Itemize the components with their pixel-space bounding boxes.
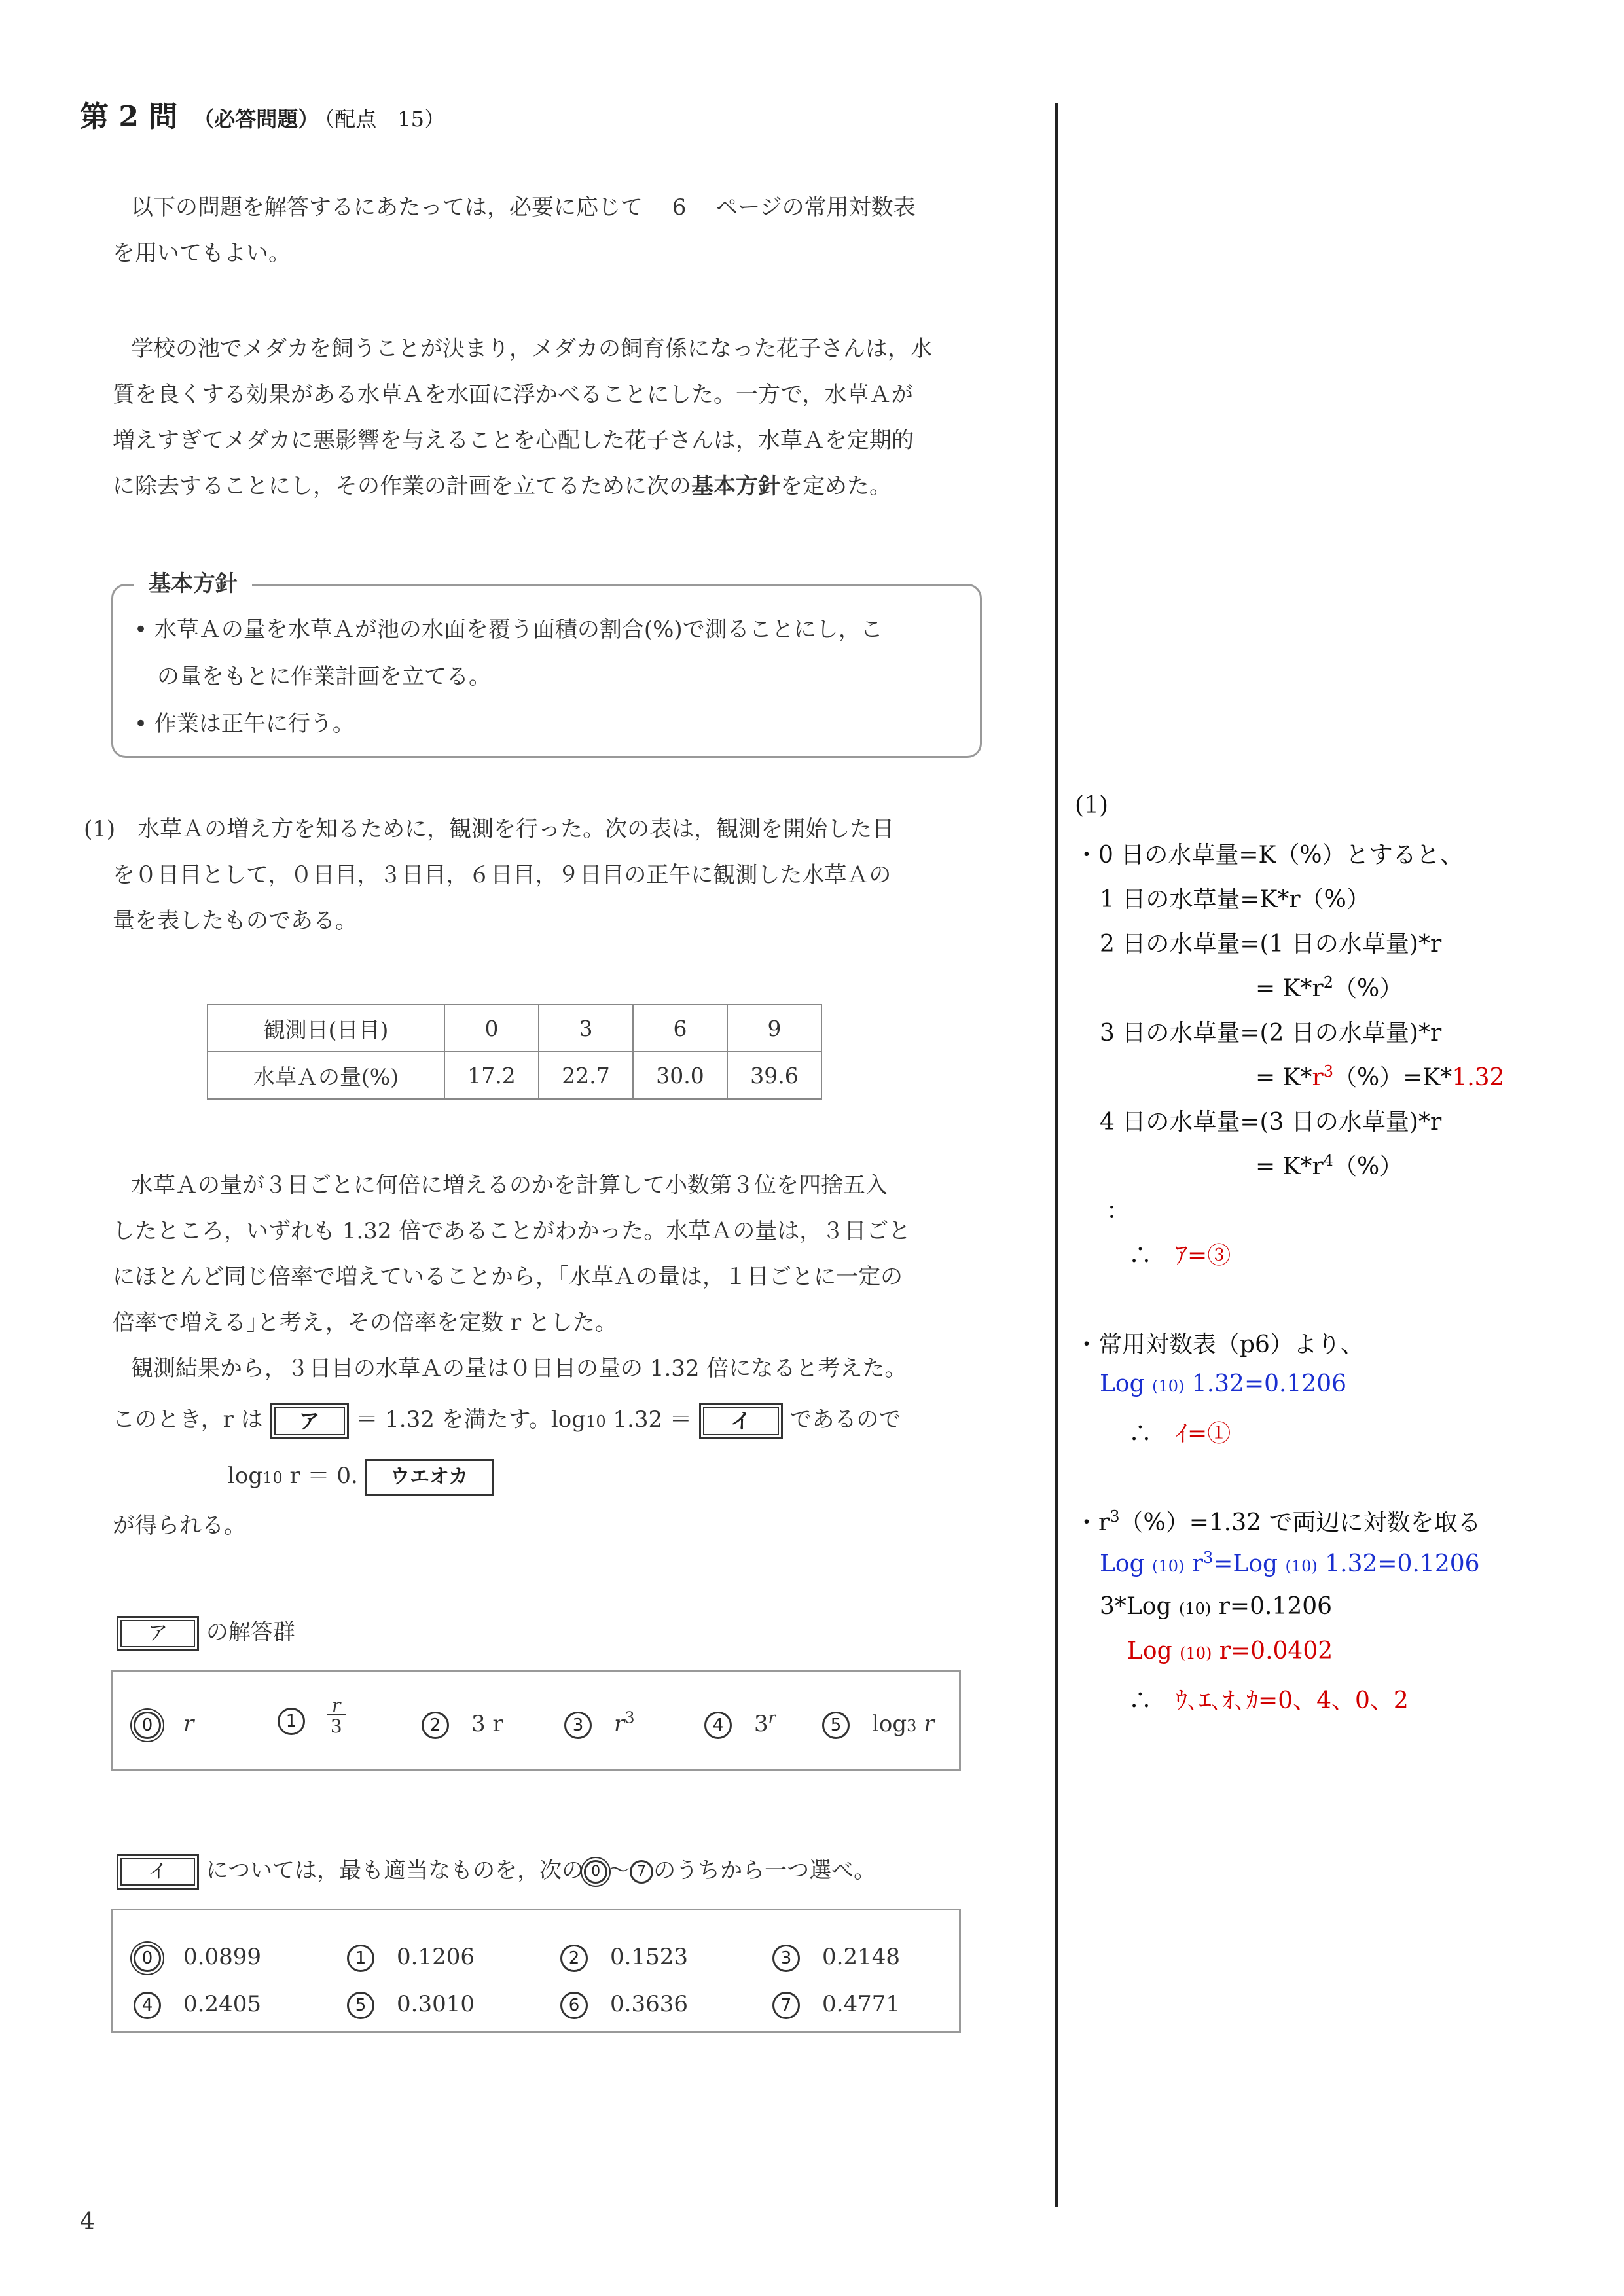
choice-a-2[interactable]: 2 3 r bbox=[422, 1706, 503, 1739]
problem-heading bbox=[80, 93, 445, 135]
table-header-day: 観測日(日目) bbox=[208, 1005, 444, 1052]
story-line-1: 学校の池でメダカを飼うことが決まり，メダカの飼育係になった花子さんは，水 bbox=[131, 336, 932, 362]
table-cell: 30.0 bbox=[633, 1052, 727, 1099]
choice-i-4[interactable]: 4 0.2405 bbox=[134, 1986, 261, 2019]
table-cell: 3 bbox=[539, 1005, 633, 1052]
intro-line-1: 以下の問題を解答するにあたっては，必要に応じて 6 ページの常用対数表 bbox=[131, 194, 916, 221]
q1-line-2: を０日目として，０日目，３日目，６日目，９日目の正午に観測した水草Ａの bbox=[113, 862, 892, 888]
choice-i-7[interactable]: 7 0.4771 bbox=[772, 1986, 900, 2019]
analysis-line-1: 水草Ａの量が３日ごとに何倍に増えるのかを計算して小数第３位を四捨五入 bbox=[131, 1172, 888, 1198]
answer-box-a[interactable]: ア bbox=[270, 1403, 349, 1439]
note-line-1: ・0 日の水草量=K（%）とすると、 bbox=[1075, 842, 1464, 869]
table-cell: 0 bbox=[444, 1005, 539, 1052]
choice-a-3[interactable]: 3 $r^3$ bbox=[564, 1706, 635, 1739]
q1-line-1: (1) 水草Ａの増え方を知るために，観測を行った。次の表は，観測を開始した日 bbox=[84, 816, 895, 842]
note-label: (1) bbox=[1075, 792, 1108, 819]
intro-line-2: を用いてもよい。 bbox=[113, 240, 291, 266]
note-line-4: = $K*r^2(\%)$ bbox=[1255, 973, 1403, 1002]
story-line-4: に除去することにし，その作業の計画を立てるために次の基本方針を定めた。 bbox=[113, 473, 892, 499]
story-line-2: 質を良くする効果がある水草Ａを水面に浮かべることにした。一方で，水草Ａが bbox=[113, 382, 914, 408]
analysis-line-5: 観測結果から，３日目の水草Ａの量は０日目の量の 1.32 倍になると考えた。 bbox=[131, 1355, 907, 1382]
answer-box-ueoka[interactable]: ウエオカ bbox=[365, 1459, 494, 1496]
table-cell: 6 bbox=[633, 1005, 727, 1052]
table-row-amounts bbox=[208, 1052, 821, 1099]
choice-i-5[interactable]: 5 0.3010 bbox=[347, 1986, 475, 2019]
choice-i-6[interactable]: 6 0.3636 bbox=[560, 1986, 688, 2019]
note-table-ref: ・常用対数表（p6）より、 bbox=[1075, 1331, 1364, 1358]
equation-line: このとき，r は ア ＝ 1.32 を満たす。log10 1.32 ＝ イ であるので bbox=[113, 1397, 1029, 1444]
analysis-line-2: したところ，いずれも 1.32 倍であることがわかった。水草Ａの量は，３日ごと bbox=[113, 1218, 911, 1244]
table-cell: 39.6 bbox=[727, 1052, 821, 1099]
choice-a-5[interactable]: 5 log3 r bbox=[822, 1706, 934, 1739]
note-log-1: Log (10) 1.32=0.1206 bbox=[1100, 1371, 1347, 1397]
table-cell: 22.7 bbox=[539, 1052, 633, 1099]
choice-i-3[interactable]: 3 0.2148 bbox=[772, 1939, 900, 1972]
note-line-6: = $K*r^3(\%)=K*1.32$ bbox=[1255, 1062, 1505, 1091]
choice-i-1[interactable]: 1 0.1206 bbox=[347, 1939, 475, 1972]
story-line-3: 増えすぎてメダカに悪影響を与えることを心配した花子さんは，水草Ａを定期的 bbox=[113, 427, 914, 454]
note-answer-i: ∴ ｲ=① bbox=[1128, 1420, 1231, 1447]
analysis-line-3: にほとんど同じ倍率で増えていることから，｢水草Ａの量は，１日ごとに一定の bbox=[113, 1264, 903, 1290]
group-a-caption: ア の解答群 bbox=[117, 1614, 295, 1651]
q1-line-3: 量を表したものである。 bbox=[113, 908, 357, 934]
policy-emphasis: 基本方針 bbox=[691, 473, 780, 499]
policy-item-1: • 水草Ａの量を水草Ａが池の水面を覆う面積の割合(%)で測ることにし，こ bbox=[134, 617, 883, 643]
table-cell: 17.2 bbox=[444, 1052, 539, 1099]
page-number: 4 bbox=[80, 2208, 95, 2235]
group-i-caption: イ については，最も適当なものを，次の 0 ～ 7 のうちから一つ選べ。 bbox=[117, 1852, 876, 1890]
group-a-label: ア bbox=[117, 1616, 199, 1651]
problem-title: 第 2 問 bbox=[80, 100, 178, 134]
note-line-8: = $K*r^4(\%)$ bbox=[1255, 1151, 1403, 1180]
note-ellipsis: ： bbox=[1106, 1198, 1130, 1225]
choice-a-4[interactable]: 4 3$^r$ bbox=[704, 1706, 776, 1739]
problem-subtitle: （必答問題） bbox=[193, 107, 319, 132]
note-line-7: 4 日の水草量=(3 日の水草量)*r bbox=[1100, 1109, 1442, 1136]
analysis-line-4: 倍率で増える｣と考え，その倍率を定数 r とした。 bbox=[113, 1310, 617, 1336]
choice-i-0[interactable]: 0 0.0899 bbox=[134, 1939, 261, 1972]
q1-number: (1) bbox=[84, 816, 116, 842]
table-row-days bbox=[208, 1005, 821, 1052]
note-line-5: 3 日の水草量=(2 日の水草量)*r bbox=[1100, 1020, 1442, 1047]
note-line-3: 2 日の水草量=(1 日の水草量)*r bbox=[1100, 931, 1442, 958]
answer-box-i[interactable]: イ bbox=[699, 1403, 783, 1439]
note-answer-ueoka: ∴ ｳ､ｴ､ｵ､ｶ=0、4、0、2 bbox=[1128, 1687, 1409, 1714]
policy-item-2: • 作業は正午に行う。 bbox=[134, 711, 355, 737]
observation-table bbox=[207, 1004, 822, 1100]
choice-a-0[interactable]: 0 r bbox=[134, 1706, 194, 1739]
problem-points: （配点 15） bbox=[324, 107, 446, 132]
table-cell: 9 bbox=[727, 1005, 821, 1052]
note-answer-a: ∴ ｱ=③ bbox=[1128, 1242, 1231, 1269]
choice-a-1[interactable]: $1 \frac{r}{3}$ bbox=[278, 1695, 346, 1737]
note-log-4: Log (10) r=0.0402 bbox=[1127, 1638, 1333, 1664]
result-line: が得られる。 bbox=[113, 1513, 246, 1539]
policy-title: 基本方針 bbox=[134, 565, 252, 598]
note-line-2: 1 日の水草量=K*r（%） bbox=[1100, 886, 1370, 913]
choice-i-2[interactable]: 2 0.1523 bbox=[560, 1939, 688, 1972]
note-equation: ・$r^3(\%)=1.32$ で両辺に対数を取る bbox=[1075, 1507, 1481, 1536]
note-log-3: 3*Log (10) r=0.1206 bbox=[1100, 1593, 1333, 1620]
policy-item-1-cont: の量をもとに作業計画を立てる。 bbox=[157, 664, 491, 690]
table-header-amount: 水草Ａの量(%) bbox=[208, 1052, 444, 1099]
log-equation: log10 r ＝ 0. ウエオカ bbox=[228, 1453, 1105, 1501]
group-i-label: イ bbox=[117, 1854, 199, 1890]
note-log-2: Log (10) $r^3=Log$ (10) 1.32=0.1206 bbox=[1100, 1549, 1480, 1577]
column-divider bbox=[1055, 103, 1058, 2207]
